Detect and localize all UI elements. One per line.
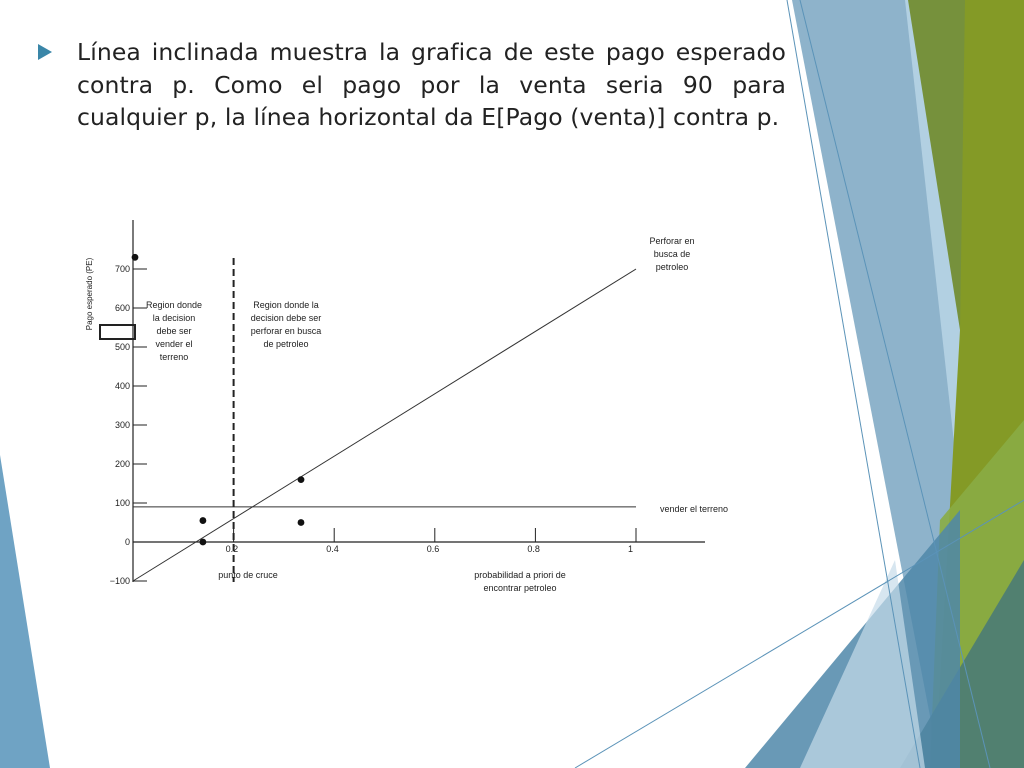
x-axis-label: probabilidad a priori de encontrar petroleo bbox=[474, 570, 566, 593]
data-point bbox=[298, 476, 305, 483]
region-sell-label: Region donde la decision debe ser vender el terreno bbox=[145, 300, 203, 362]
y-tick-label: 300 bbox=[114, 420, 130, 430]
y-tick-label: 500 bbox=[114, 342, 130, 352]
drill-line bbox=[133, 269, 636, 581]
drill-line-label: Perforar en busca de petroleo bbox=[649, 236, 695, 272]
y-tick-label: 700 bbox=[114, 264, 130, 274]
y-tick-label: −100 bbox=[109, 576, 130, 586]
data-point bbox=[200, 539, 207, 546]
y-tick-label: 100 bbox=[114, 498, 130, 508]
chart-points bbox=[132, 254, 305, 545]
x-tick-label: 0.6 bbox=[426, 544, 440, 554]
crossover-label: punto de cruce bbox=[218, 570, 278, 580]
y-axis-label: Pago esperado (PE) bbox=[85, 257, 94, 331]
y-tick-label: 600 bbox=[114, 303, 130, 313]
chart-axes bbox=[85, 220, 705, 586]
region-drill-label: Region donde la decision debe ser perforar en busca de petroleo bbox=[250, 300, 322, 349]
bullet-text: Línea inclinada muestra la grafica de este pago esperado contra p. Como el pago por la venta seria 90 para cualquier p, la línea horizontal da E[Pago (venta)] contra p. bbox=[77, 38, 786, 131]
y-tick-label: 200 bbox=[114, 459, 130, 469]
data-point bbox=[200, 517, 207, 524]
x-tick-label: 0.2 bbox=[225, 544, 239, 554]
y-axis-box bbox=[100, 325, 135, 339]
sell-line-label: vender el terreno bbox=[660, 504, 729, 514]
x-tick-label: 0.8 bbox=[527, 544, 540, 554]
y-tick-label: 0 bbox=[124, 537, 130, 547]
data-point bbox=[298, 519, 305, 526]
data-point bbox=[132, 254, 139, 261]
y-tick-label: 400 bbox=[114, 381, 130, 391]
chart-lines bbox=[133, 258, 636, 582]
x-tick-label: 0.4 bbox=[326, 544, 339, 554]
x-tick-label: 1 bbox=[628, 544, 634, 554]
